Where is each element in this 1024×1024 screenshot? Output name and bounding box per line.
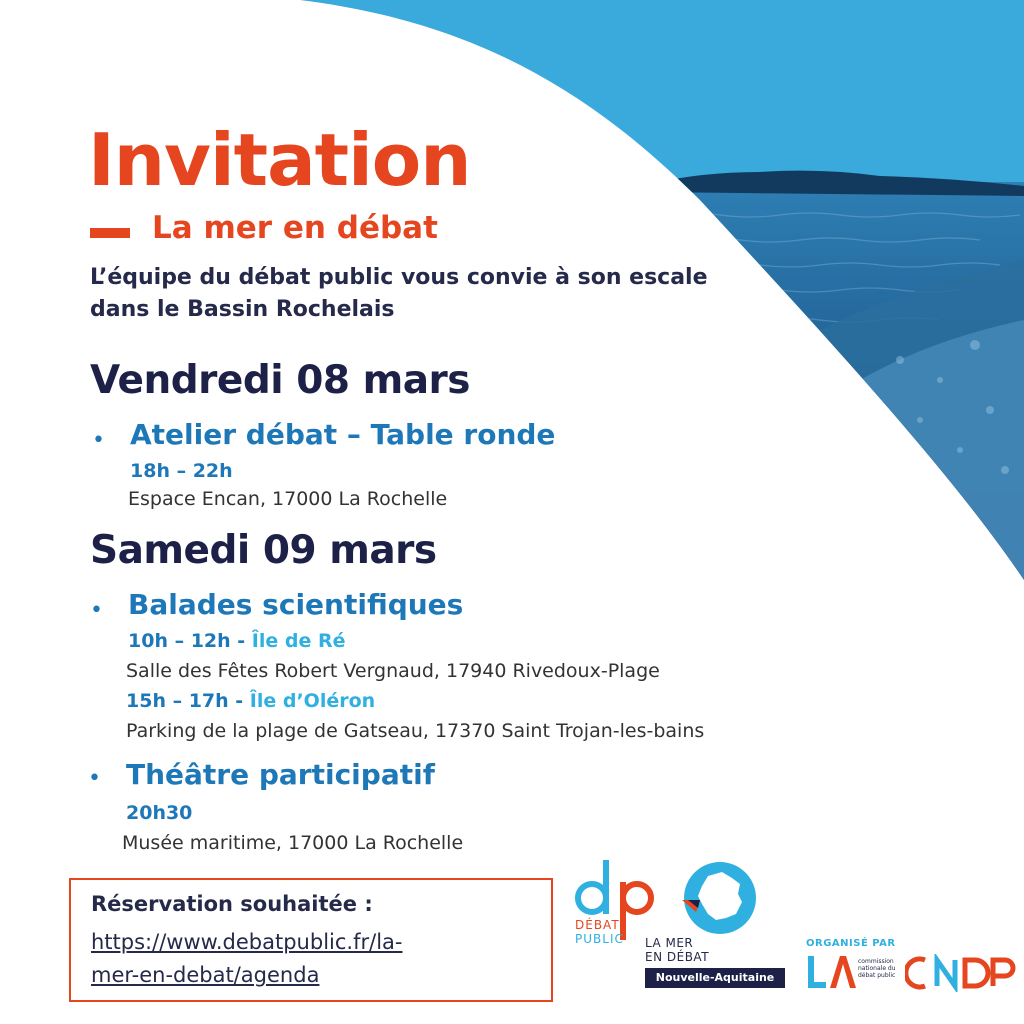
france-map-icon [678, 858, 762, 942]
slot-time: 10h – 12h - [128, 630, 252, 652]
day-heading-saturday: Samedi 09 mars [90, 528, 437, 573]
event-title-atelier: Atelier débat – Table ronde [130, 418, 556, 451]
reservation-label: Réservation souhaitée : [91, 892, 373, 916]
page-subtitle: La mer en débat [152, 210, 438, 246]
event-address: Espace Encan, 17000 La Rochelle [128, 488, 448, 510]
subtitle-dash [90, 228, 130, 238]
organised-by-label: ORGANISÉ PAR [806, 938, 896, 949]
intro-text-location: Bassin Rochelais [187, 297, 395, 322]
event-address: Parking de la plage de Gatseau, 17370 Saint Trojan-les-bains [126, 720, 705, 742]
intro-text-main: L’équipe du débat public vous convie à son escale dans le [90, 265, 708, 322]
reservation-box [69, 878, 553, 1002]
region-badge: Nouvelle-Aquitaine [645, 968, 785, 988]
bullet-icon: • [90, 598, 103, 623]
la-mer-line1: LA MER [645, 936, 694, 950]
page-title: Invitation [88, 118, 471, 202]
reservation-link-line2[interactable]: mer-en-debat/agenda [91, 963, 320, 987]
event-time [128, 630, 345, 653]
la-mer-logo-text [645, 936, 709, 964]
bullet-icon: • [92, 428, 105, 453]
event-time [126, 690, 375, 713]
la-mer-line2: EN DÉBAT [645, 950, 710, 964]
bullet-icon: • [88, 766, 101, 791]
reservation-link[interactable] [91, 926, 541, 992]
reservation-link-line1[interactable]: https://www.debatpublic.fr/la- [91, 930, 403, 954]
intro-text [90, 262, 730, 326]
dp-logo-line2: PUBLIC [575, 932, 624, 946]
cndp-small-text: commission nationale du débat public [858, 958, 896, 979]
event-title-balades: Balades scientifiques [128, 588, 464, 621]
event-address: Salle des Fêtes Robert Vergnaud, 17940 Rivedoux-Plage [126, 660, 660, 682]
dp-logo-line1: DÉBAT [575, 918, 620, 932]
day-heading-friday: Vendredi 08 mars [90, 358, 470, 403]
event-title-theatre: Théâtre participatif [126, 758, 435, 791]
cndp-logo-icon [905, 954, 1020, 992]
event-address: Musée maritime, 17000 La Rochelle [122, 832, 464, 854]
slot-time: 15h – 17h - [126, 690, 250, 712]
dp-logo-text [575, 918, 624, 946]
slot-place: Île d’Oléron [249, 690, 376, 712]
event-time: 20h30 [126, 802, 193, 824]
event-time: 18h – 22h [130, 460, 233, 482]
slot-place: Île de Ré [251, 630, 346, 652]
